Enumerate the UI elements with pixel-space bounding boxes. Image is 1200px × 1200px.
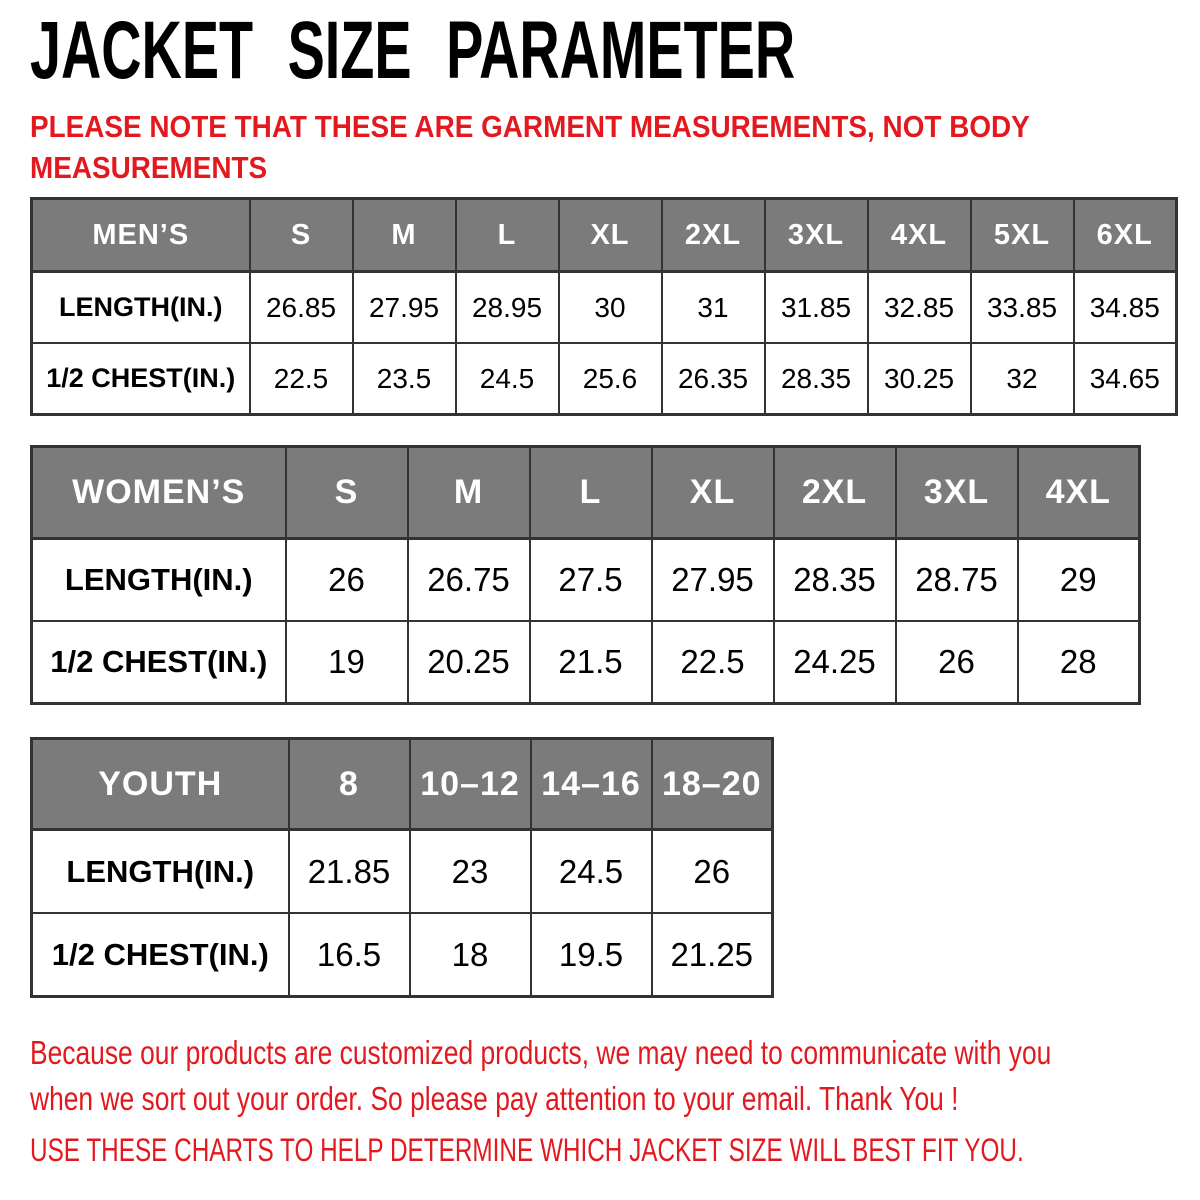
mens-chest-value: 34.65 — [1074, 343, 1177, 415]
mens-chest-value: 30.25 — [868, 343, 971, 415]
mens-length-value: 27.95 — [353, 272, 456, 344]
youth-length-value: 26 — [652, 830, 773, 914]
mens-size-header: 6XL — [1074, 199, 1177, 272]
customization-notice-line-2: when we sort out your order. So please pay attention to your email. Thank You ! — [30, 1080, 959, 1117]
womens-length-value: 27.5 — [530, 539, 652, 622]
womens-chest-value: 21.5 — [530, 621, 652, 704]
womens-chest-value: 20.25 — [408, 621, 530, 704]
mens-chest-row — [32, 343, 1177, 415]
mens-header-row — [32, 199, 1177, 272]
youth-chest-label: 1/2 CHEST(IN.) — [32, 913, 289, 997]
womens-length-value: 29 — [1018, 539, 1140, 622]
womens-length-value: 26.75 — [408, 539, 530, 622]
womens-length-value: 27.95 — [652, 539, 774, 622]
youth-table-title: YOUTH — [32, 739, 289, 830]
mens-table-title: MEN’S — [32, 199, 250, 272]
youth-header-row — [32, 739, 773, 830]
womens-length-value: 28.75 — [896, 539, 1018, 622]
womens-size-header: L — [530, 447, 652, 539]
womens-length-value: 28.35 — [774, 539, 896, 622]
youth-size-header: 18–20 — [652, 739, 773, 830]
womens-table-title: WOMEN’S — [32, 447, 286, 539]
garment-measurement-note — [30, 106, 1030, 188]
mens-length-value: 28.95 — [456, 272, 559, 344]
womens-chest-value: 28 — [1018, 621, 1140, 704]
customization-notice-line-1: Because our products are customized products, we may need to communicate with you — [30, 1034, 1052, 1071]
mens-length-value: 31.85 — [765, 272, 868, 344]
mens-size-header: 2XL — [662, 199, 765, 272]
mens-size-table — [30, 197, 1178, 416]
mens-chest-value: 24.5 — [456, 343, 559, 415]
mens-length-value: 34.85 — [1074, 272, 1177, 344]
mens-length-value: 32.85 — [868, 272, 971, 344]
womens-length-label: LENGTH(IN.) — [32, 539, 286, 622]
page-title: JACKET SIZE PARAMETER — [30, 5, 796, 96]
youth-length-value: 23 — [410, 830, 531, 914]
womens-size-header: 2XL — [774, 447, 896, 539]
womens-chest-value: 19 — [286, 621, 408, 704]
womens-size-table — [30, 445, 1141, 705]
youth-size-header: 14–16 — [531, 739, 652, 830]
youth-size-header: 8 — [289, 739, 410, 830]
mens-chest-value: 28.35 — [765, 343, 868, 415]
mens-length-label: LENGTH(IN.) — [32, 272, 250, 344]
mens-length-value: 30 — [559, 272, 662, 344]
womens-chest-label: 1/2 CHEST(IN.) — [32, 621, 286, 704]
womens-size-header: M — [408, 447, 530, 539]
note-line-2: MEASUREMENTS — [30, 150, 268, 185]
mens-chest-value: 32 — [971, 343, 1074, 415]
womens-chest-value: 22.5 — [652, 621, 774, 704]
womens-size-header: 4XL — [1018, 447, 1140, 539]
youth-chest-value: 18 — [410, 913, 531, 997]
womens-size-header: 3XL — [896, 447, 1018, 539]
womens-length-value: 26 — [286, 539, 408, 622]
mens-length-value: 31 — [662, 272, 765, 344]
mens-size-header: M — [353, 199, 456, 272]
mens-length-value: 26.85 — [250, 272, 353, 344]
mens-chest-label: 1/2 CHEST(IN.) — [32, 343, 250, 415]
youth-length-value: 21.85 — [289, 830, 410, 914]
chart-usage-note: USE THESE CHARTS TO HELP DETERMINE WHICH JACKET SIZE WILL BEST FIT YOU. — [30, 1132, 1024, 1168]
youth-length-row — [32, 830, 773, 914]
mens-size-header: L — [456, 199, 559, 272]
mens-size-header: S — [250, 199, 353, 272]
womens-chest-value: 26 — [896, 621, 1018, 704]
mens-chest-value: 26.35 — [662, 343, 765, 415]
customization-notice — [30, 1030, 1051, 1122]
womens-length-row — [32, 539, 1140, 622]
mens-size-header: 5XL — [971, 199, 1074, 272]
mens-chest-value: 25.6 — [559, 343, 662, 415]
youth-chest-value: 19.5 — [531, 913, 652, 997]
mens-chest-value: 23.5 — [353, 343, 456, 415]
youth-chest-value: 21.25 — [652, 913, 773, 997]
mens-size-header: 3XL — [765, 199, 868, 272]
mens-chest-value: 22.5 — [250, 343, 353, 415]
mens-size-header: XL — [559, 199, 662, 272]
youth-chest-row — [32, 913, 773, 997]
mens-length-row — [32, 272, 1177, 344]
womens-chest-value: 24.25 — [774, 621, 896, 704]
youth-length-value: 24.5 — [531, 830, 652, 914]
womens-chest-row — [32, 621, 1140, 704]
youth-size-table — [30, 737, 774, 998]
mens-length-value: 33.85 — [971, 272, 1074, 344]
womens-size-header: XL — [652, 447, 774, 539]
youth-size-header: 10–12 — [410, 739, 531, 830]
note-line-1: PLEASE NOTE THAT THESE ARE GARMENT MEASUREMENTS, NOT BODY — [30, 109, 1030, 144]
mens-size-header: 4XL — [868, 199, 971, 272]
womens-header-row — [32, 447, 1140, 539]
youth-length-label: LENGTH(IN.) — [32, 830, 289, 914]
womens-size-header: S — [286, 447, 408, 539]
youth-chest-value: 16.5 — [289, 913, 410, 997]
